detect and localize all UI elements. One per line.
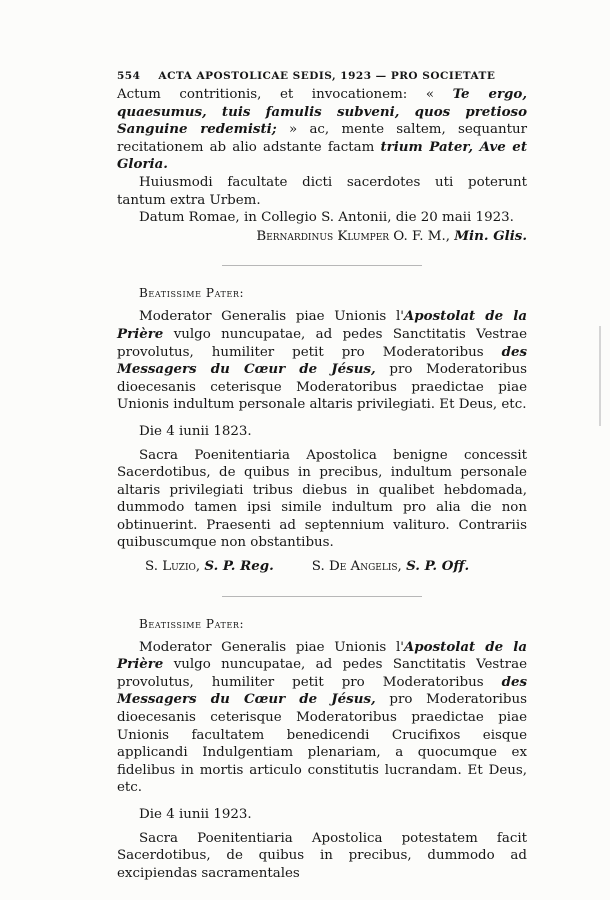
running-title: ACTA APOSTOLICAE SEDIS, 1923 — PRO SOCIETATE <box>158 70 496 82</box>
prayer-names: trium Pater, Ave et Gloria. <box>117 138 527 173</box>
signature-row <box>145 558 527 576</box>
salutation: Beatissime Pater: <box>139 616 245 631</box>
organization-name: des Messagers du Cœur de Jésus, <box>117 343 527 378</box>
page-edge-mark <box>599 326 601 426</box>
section-divider <box>222 596 422 597</box>
text-run: Moderator Generalis piae Unionis l' <box>139 639 404 655</box>
section-divider <box>222 265 422 266</box>
rescript-paragraph: Sacra Poenitentiaria Apostolica benigne concessit Sacerdotibus, de quibus in precibus, indultum personale altaris privilegiati tribus diebus in qualibet hebdomada, dummodo tamen ipsi simile indultum pro alia die non obtinuerint. Praesenti ad septennium valituro. Contrariis quibuscumque non obstantibus. <box>117 447 527 551</box>
running-header <box>117 70 527 82</box>
page-number: 554 <box>117 70 141 82</box>
rescript-paragraph: Sacra Poenitentiaria Apostolica potestatem facit Sacerdotibus, de quibus in precibus, dummodo ad excipiendas sacramentales <box>117 830 527 881</box>
signatory-name: Bernardinus Klumper O. F. M., <box>256 228 455 244</box>
text-run: vulgo nuncupatae, ad pedes Sanctitatis Vestrae provolutus, humiliter petit pro Moderatoribus <box>117 657 527 690</box>
signature-luzio <box>145 558 274 576</box>
organization-name: Apostolat de la Prière <box>117 638 527 673</box>
paragraph-contrition <box>117 86 527 174</box>
rescript-date: Die 4 iunii 1823. <box>139 423 252 439</box>
prayer-quote: Te ergo, quaesumus, tuis famulis subveni, quos pretioso Sanguine redemisti; <box>117 86 527 138</box>
petition-paragraph <box>117 639 527 797</box>
paragraph-datum: Datum Romae, in Collegio S. Antonii, die 20 maii 1923. <box>139 210 514 226</box>
paragraph-facultas: Huiusmodi facultate dicti sacerdotes uti poterunt tantum extra Urbem. <box>117 174 527 208</box>
text-run: pro Moderatoribus dioecesanis ceterisque Moderatoribus praedictae piae Unionis facultatem benedicendi Crucifixos eisque applicandi Indulgentiam plenariam, a quocumque ex fidelibus in mortis articulo constitutis lucrandam. Et Deus, etc. <box>117 692 527 796</box>
petition-paragraph <box>117 308 527 414</box>
organization-name: des Messagers du Cœur de Jésus, <box>117 673 527 708</box>
text-run: pro Moderatoribus dioecesanis ceterisque Moderatoribus praedictae piae Unionis indultum personale altaris privilegiati. Et Deus, etc. <box>117 362 527 413</box>
signatory-name: S. Luzio, <box>145 559 205 575</box>
salutation: Beatissime Pater: <box>139 286 245 301</box>
signatory-title: S. P. Off. <box>406 558 470 575</box>
text-run: vulgo nuncupatae, ad pedes Sanctitatis Vestrae provolutus, humiliter petit pro Moderatoribus <box>117 326 527 360</box>
signatory-name: S. De Angelis, <box>311 559 407 575</box>
signature-klumper <box>117 228 527 246</box>
signatory-title: Min. Glis. <box>454 227 527 244</box>
text-run: Moderator Generalis piae Unionis l' <box>139 309 404 325</box>
text-run: » ac, mente saltem, sequantur recitationem ab alio adstante factam <box>117 122 528 155</box>
text-run: Actum contritionis, et invocationem: « <box>117 87 453 102</box>
signature-de-angelis <box>312 558 469 576</box>
signatory-title: S. P. Reg. <box>204 558 274 575</box>
organization-name: Apostolat de la Prière <box>117 308 527 342</box>
document-page <box>117 70 527 882</box>
rescript-date: Die 4 iunii 1923. <box>139 807 252 822</box>
